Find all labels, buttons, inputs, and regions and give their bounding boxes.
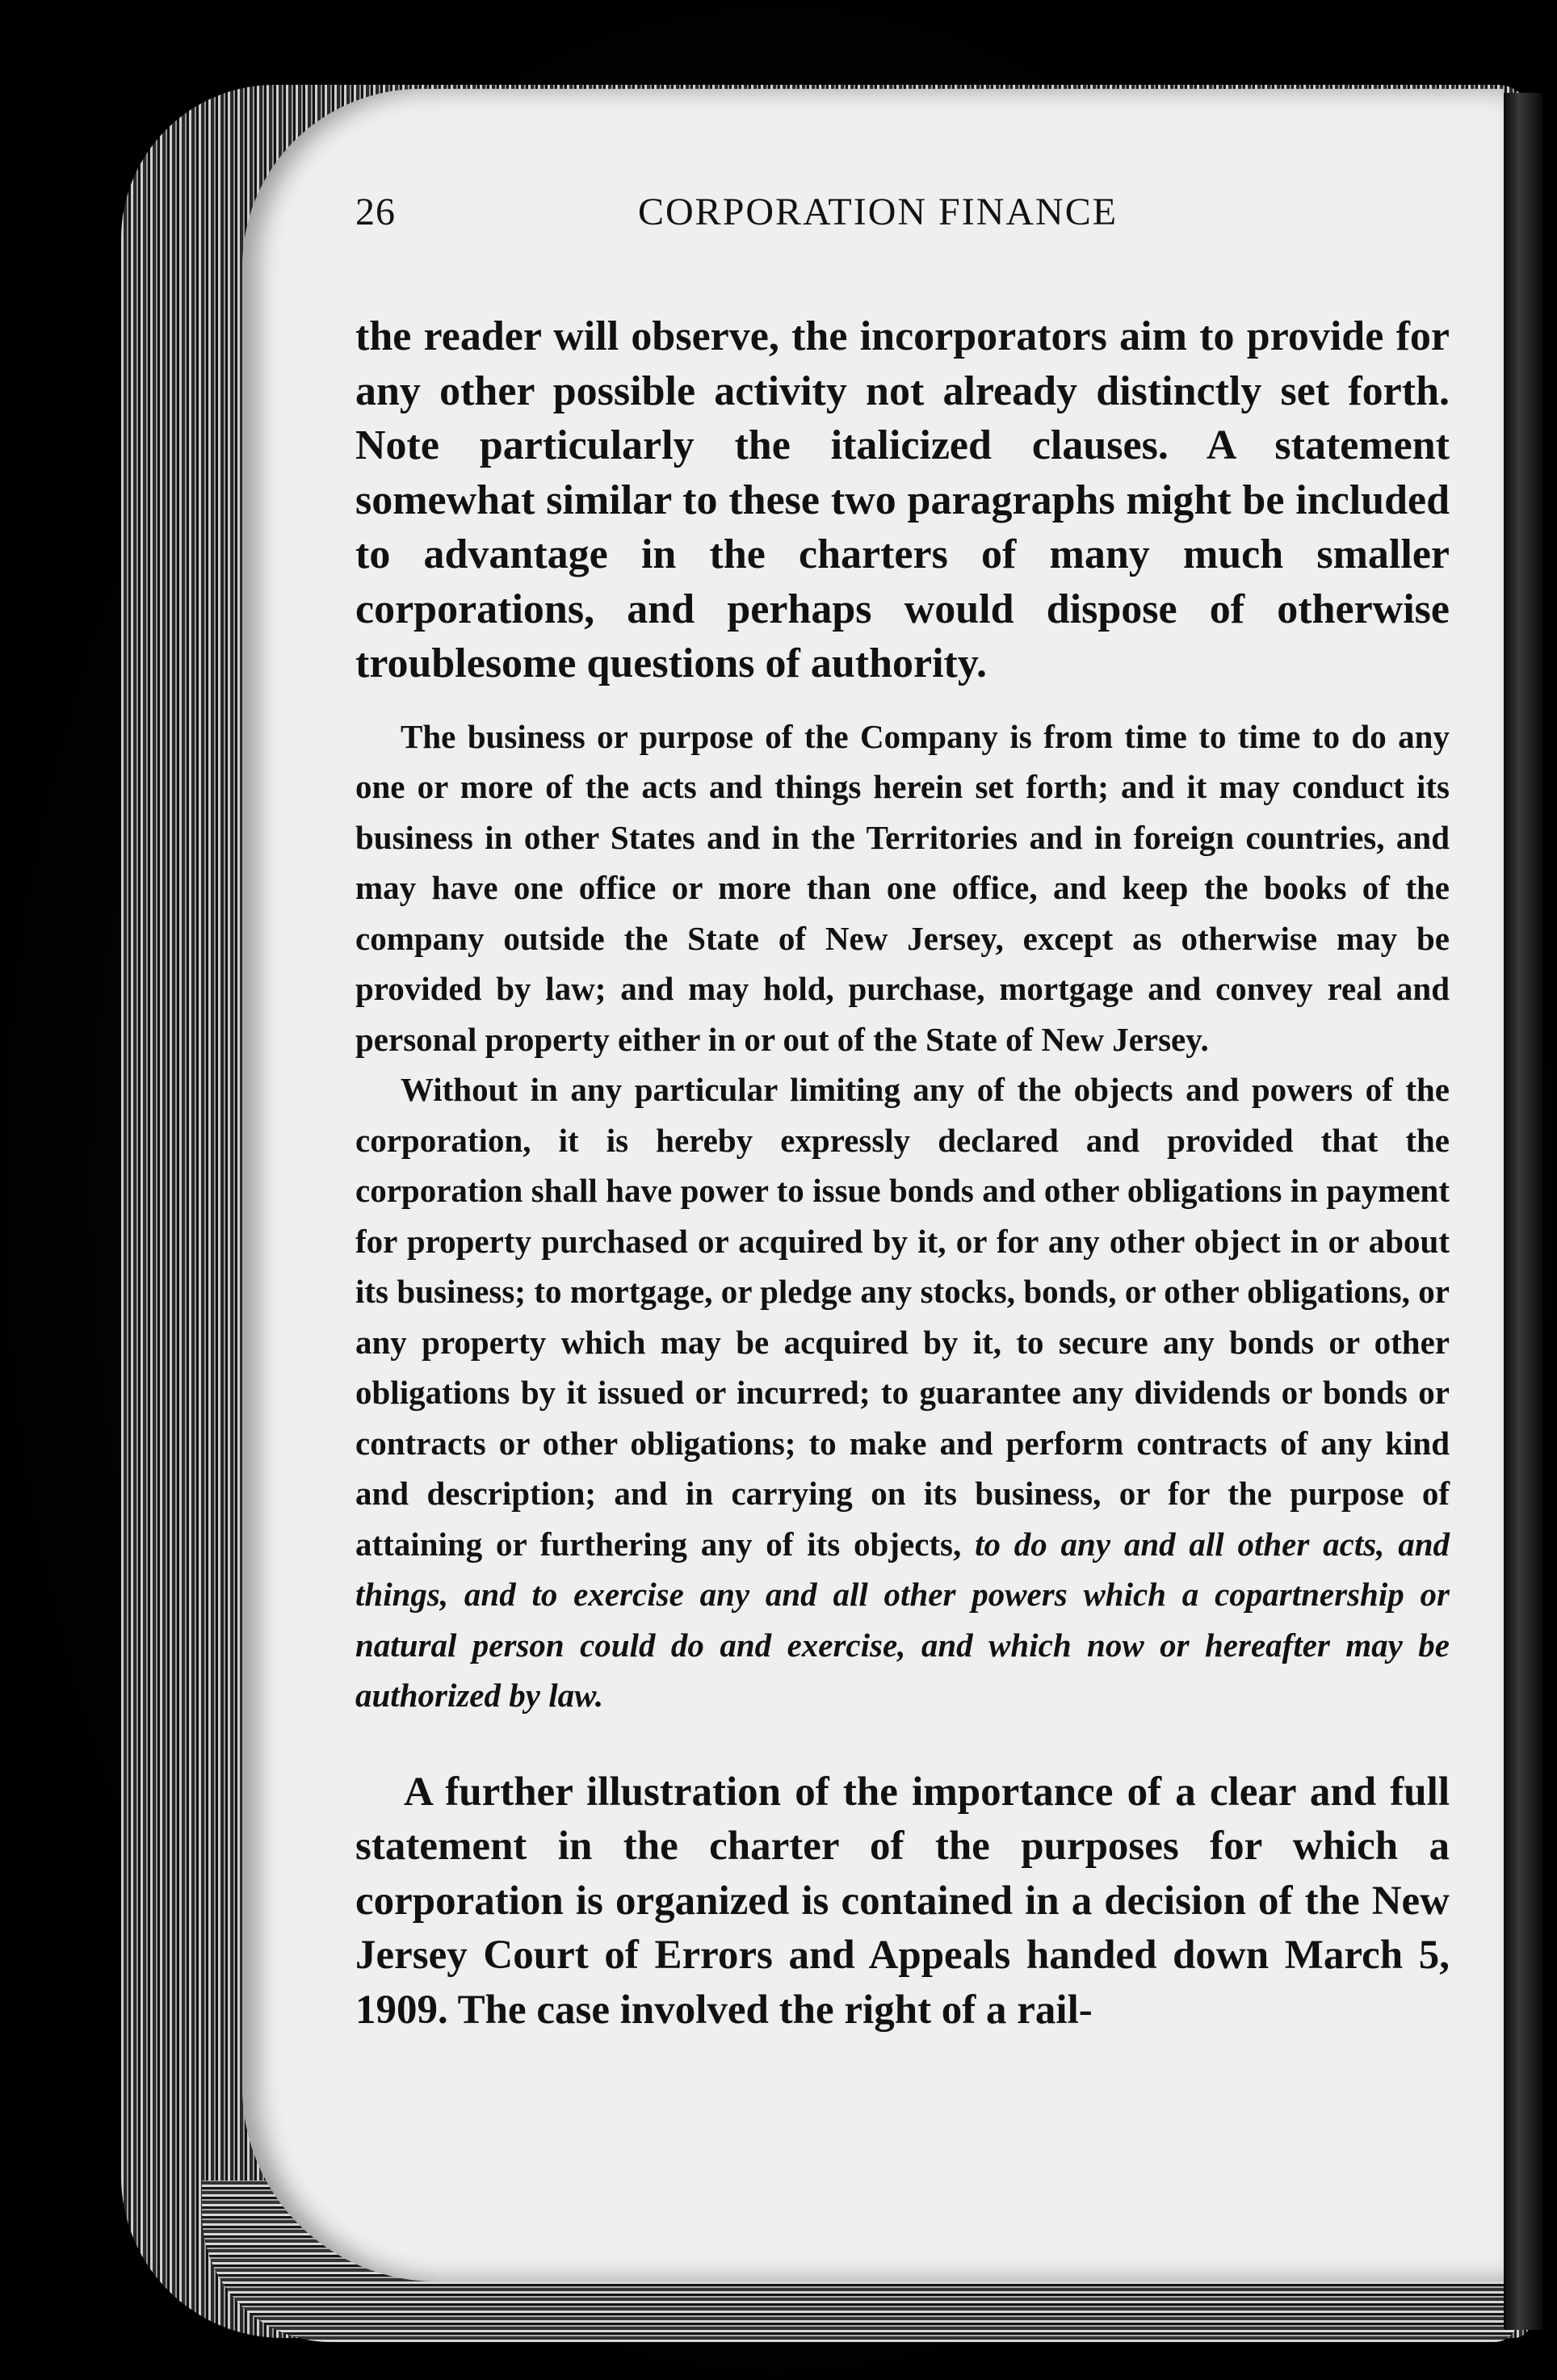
page-content bbox=[355, 190, 1450, 2038]
body-paragraph-2: A further illustration of the importance of a clear and full statement in the charter of the purposes for which a corporation is organized is contained in a decision of the New Jersey Court of Errors and Appeals handed down March 5, 1909. The case involved the right of a rail- bbox=[355, 1769, 1450, 2033]
book-right-edge bbox=[1504, 93, 1542, 2330]
running-title: CORPORATION FINANCE bbox=[638, 191, 1118, 233]
quoted-charter-paragraph-2 bbox=[355, 1064, 1450, 1721]
running-head bbox=[355, 190, 1450, 246]
body-paragraph-1: the reader will observe, the incorporators aim to provide for any other possible activity not already distinctly set forth. Note particularly the italicized clauses. A statement somewhat similar to these two paragraphs might be included to advantage in the charters of many much smaller corporations, and perhaps would dispose of otherwise troublesome questions of authority. bbox=[355, 313, 1450, 686]
page-number: 26 bbox=[355, 191, 396, 233]
quoted-charter-italic-text: to do any and all other acts, and things, and to exercise any and all other powers which a copartnership or natural person could do and exercise, and which now or hereafter may be authorized by law. bbox=[355, 1525, 1450, 1714]
quoted-charter-plain-text: Without in any particular limiting any of the objects and powers of the corporation, it is hereby expressly declared and provided that the corporation shall have power to issue bonds and other obligations in payment for property purchased or acquired by it, or for any other object in or about its business; to mortgage, or pledge any stocks, bonds, or other obligations, or any property which may be acquired by it, to secure any bonds or other obligations by it issued or incurred; to guarantee any dividends or bonds or contracts or other obligations; to make and perform contracts of any kind and description; and in carrying on its business, or for the purpose of attaining or furthering any of its objects, bbox=[355, 1071, 1450, 1563]
quoted-charter-paragraph-1: The business or purpose of the Company is from time to time to do any one or more of the acts and things herein set forth; and it may conduct its business in other States and in the Territories and in foreign countries, and may have one office or more than one office, and keep the books of the company outside the State of New Jersey, except as otherwise may be provided by law; and may hold, purchase, mortgage and convey real and personal property either in or out of the State of New Jersey. bbox=[355, 717, 1450, 1058]
